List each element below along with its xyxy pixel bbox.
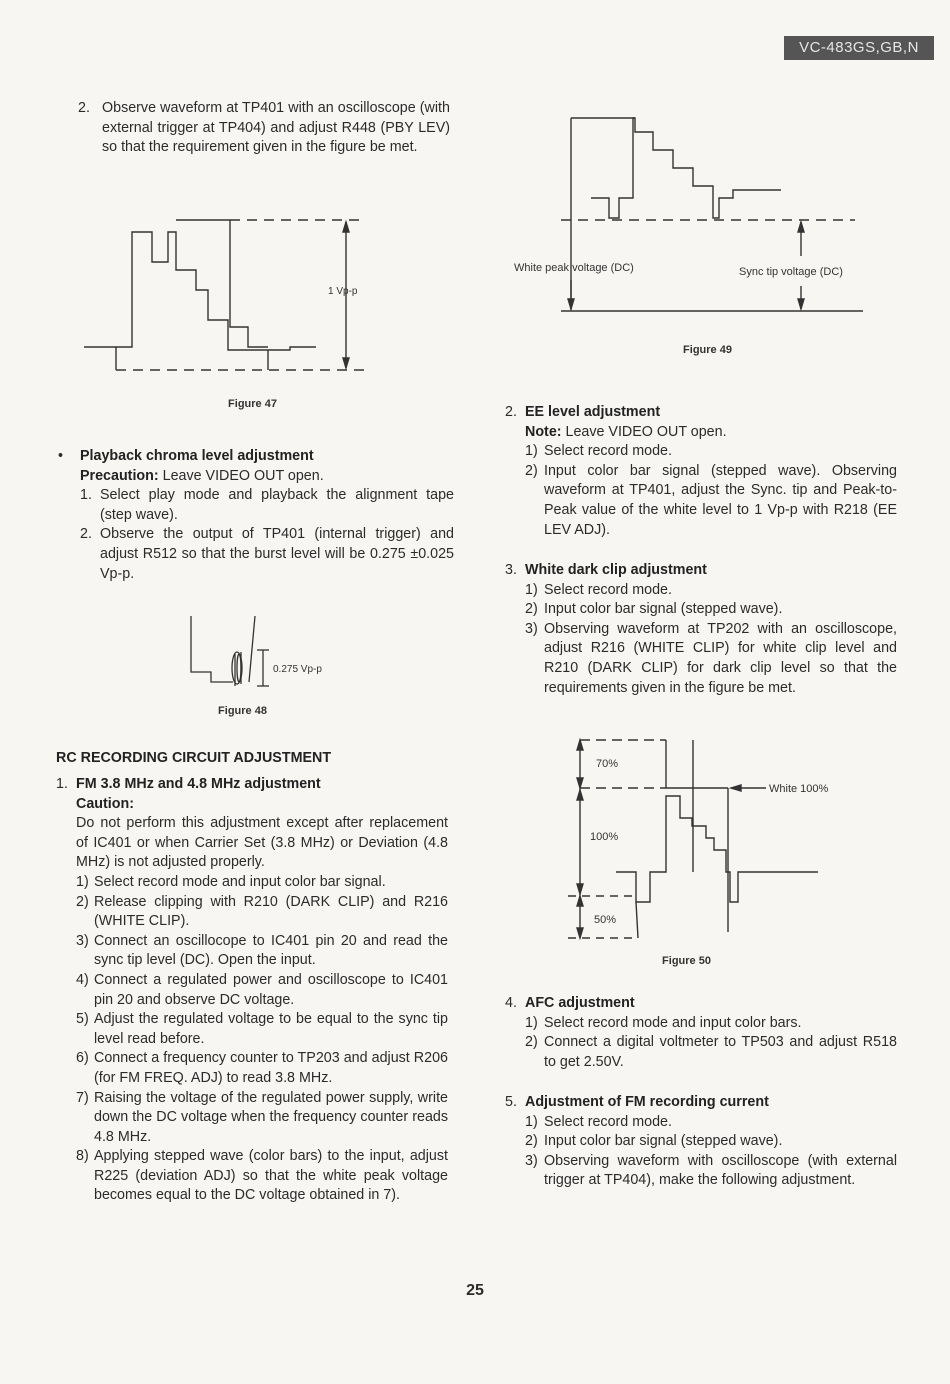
wdc-step: [525, 620, 897, 698]
figure-50-caption: Figure 50: [662, 955, 711, 967]
fm-step: [76, 1010, 448, 1049]
chroma-section: [58, 447, 454, 584]
fm-step: [76, 873, 448, 893]
note-text: Leave VIDEO OUT open.: [561, 423, 727, 440]
fm-number: 1.: [56, 776, 68, 792]
figure-49-waveform: [505, 108, 875, 323]
figure-48-label: 0.275 Vp-p: [273, 664, 322, 675]
page-number: 25: [466, 1282, 484, 1299]
ee-section: [505, 403, 897, 540]
chroma-step: [80, 525, 454, 584]
fmrec-step-text: Observing waveform with oscilloscope (with external trigger at TP404), make the following adjustment.: [544, 1152, 897, 1189]
fm-step-text: Connect a frequency counter to TP203 and adjust R206 (for FM FREQ. ADJ) to read 3.8 MHz.: [94, 1050, 448, 1086]
wdc-step-text: Input color bar signal (stepped wave).: [544, 601, 783, 618]
ee-number: 2.: [505, 404, 517, 420]
caution-label: Caution:: [76, 795, 134, 812]
fm-step-number: 8): [76, 1148, 89, 1165]
fm-step: [76, 1049, 448, 1088]
afc-step-number: 1): [525, 1014, 538, 1031]
wdc-section: [505, 561, 897, 698]
fm-step: [76, 1147, 448, 1206]
wdc-step: [525, 581, 897, 601]
fmrec-step-number: 2): [525, 1133, 538, 1150]
afc-step-text: Connect a digital voltmeter to TP503 and adjust R518 to get 2.50V.: [544, 1034, 897, 1070]
fm-step-number: 4): [76, 971, 89, 988]
ee-step: [525, 462, 897, 540]
figure-47-waveform: [80, 210, 380, 380]
fig50-100-label: 100%: [590, 831, 619, 843]
fm-step-number: 7): [76, 1089, 89, 1106]
fm-step-text: Raising the voltage of the regulated power supply, write down the DC voltage when the frequency counter reads 4.8 MHz.: [94, 1089, 448, 1145]
fm-step-number: 5): [76, 1011, 89, 1028]
fmrec-step-number: 3): [525, 1152, 538, 1169]
chroma-step-number: 2.: [80, 526, 92, 543]
figure-47-label: 1 Vp-p: [328, 286, 358, 297]
ee-step-text: Select record mode.: [544, 443, 672, 460]
precaution-text: Leave VIDEO OUT open.: [158, 467, 324, 484]
fm-section: [56, 775, 448, 1206]
afc-step: [525, 1033, 897, 1072]
figure-47-caption: Figure 47: [228, 398, 277, 410]
fm-step-text: Adjust the regulated voltage to be equal to the sync tip level read before.: [94, 1011, 448, 1047]
chroma-bullet: •: [58, 448, 64, 464]
fm-step-number: 6): [76, 1050, 89, 1067]
fmrec-section: [505, 1093, 897, 1191]
wdc-step-text: Observing waveform at TP202 with an oscilloscope, adjust R216 (WHITE CLIP) for white clip level and R210 (DARK CLIP) for dark clip level so that the requirements given in the figure be met.: [544, 620, 897, 696]
fmrec-step-text: Select record mode.: [544, 1113, 672, 1130]
fm-step: [76, 932, 448, 971]
fmrec-step: [525, 1132, 897, 1152]
afc-section: [505, 994, 897, 1072]
ee-step-number: 1): [525, 443, 538, 460]
chroma-title: Playback chroma level adjustment: [80, 448, 314, 464]
afc-number: 4.: [505, 995, 517, 1011]
fmrec-step: [525, 1152, 897, 1191]
fm-step-text: Connect an oscillocope to IC401 pin 20 and read the sync tip level (DC). Open the input.: [94, 932, 448, 969]
ee-step-text: Input color bar signal (stepped wave). Observing waveform at TP401, adjust the Sync. tip and Peak-to-Peak value of the white level to 1 Vp-p with R218 (EE LEV ADJ).: [544, 462, 897, 538]
fmrec-title: Adjustment of FM recording current: [525, 1094, 769, 1110]
fm-title: FM 3.8 MHz and 4.8 MHz adjustment: [76, 776, 321, 792]
wdc-step: [525, 600, 897, 620]
fm-step-text: Release clipping with R210 (DARK CLIP) and R216 (WHITE CLIP).: [94, 893, 448, 930]
note-label: Note:: [525, 423, 562, 440]
ee-step-number: 2): [525, 462, 538, 479]
pby-step-text: Observe waveform at TP401 with an oscilloscope (with external trigger at TP404) and adjust R448 (PBY LEV) so that the requirement given in the figure be met.: [102, 100, 450, 156]
fm-step-number: 1): [76, 873, 89, 890]
wdc-number: 3.: [505, 562, 517, 578]
figure-48-caption: Figure 48: [218, 705, 267, 717]
fmrec-step-text: Input color bar signal (stepped wave).: [544, 1133, 783, 1150]
white-peak-label: White peak voltage (DC): [514, 262, 634, 274]
precaution-label: Precaution:: [80, 467, 159, 484]
fm-step-number: 3): [76, 932, 89, 949]
fmrec-number: 5.: [505, 1094, 517, 1110]
pby-step-number: 2.: [78, 100, 90, 116]
fig50-70-label: 70%: [596, 758, 619, 770]
figure-50-waveform: [560, 730, 860, 945]
fm-step-text: Connect a regulated power and oscilloscope to IC401 pin 20 and observe DC voltage.: [94, 971, 448, 1008]
sync-tip-label: Sync tip voltage (DC): [739, 266, 843, 278]
figure-49-caption: Figure 49: [683, 344, 732, 356]
fm-step: [76, 1089, 448, 1148]
fm-step-number: 2): [76, 893, 89, 910]
fm-step-text: Applying stepped wave (color bars) to the input, adjust R225 (deviation ADJ) so that the white peak voltage becomes equal to the DC voltage obtained in 7).: [94, 1148, 448, 1204]
fmrec-step-number: 1): [525, 1113, 538, 1130]
caution-text: Do not perform this adjustment except after replacement of IC401 or when Carrier Set (3.8 MHz) or Deviation (4.8 MHz) is not adjusted properly.: [76, 815, 448, 871]
wdc-step-number: 2): [525, 601, 538, 618]
figure-48-waveform: [185, 612, 345, 692]
wdc-step-text: Select record mode.: [544, 581, 672, 598]
ee-step: [525, 442, 897, 462]
afc-step: [525, 1014, 897, 1034]
model-badge: VC-483GS,GB,N: [784, 36, 934, 60]
fm-step: [76, 893, 448, 932]
fig50-white-label: White 100%: [769, 783, 829, 795]
pby-step: [78, 99, 450, 158]
afc-step-text: Select record mode and input color bars.: [544, 1014, 802, 1031]
fm-step: [76, 971, 448, 1010]
afc-step-number: 2): [525, 1034, 538, 1051]
fm-step-text: Select record mode and input color bar signal.: [94, 873, 386, 890]
chroma-step: [80, 486, 454, 525]
chroma-step-number: 1.: [80, 487, 92, 504]
chroma-step-text: Observe the output of TP401 (internal trigger) and adjust R512 so that the burst level will be 0.275 ±0.025 Vp-p.: [100, 526, 454, 582]
afc-title: AFC adjustment: [525, 995, 635, 1011]
wdc-step-number: 1): [525, 581, 538, 598]
wdc-title: White dark clip adjustment: [525, 562, 707, 578]
fmrec-step: [525, 1113, 897, 1133]
wdc-step-number: 3): [525, 620, 538, 637]
ee-title: EE level adjustment: [525, 404, 661, 420]
fig50-50-label: 50%: [594, 914, 617, 926]
rc-title: RC RECORDING CIRCUIT ADJUSTMENT: [56, 750, 332, 766]
chroma-step-text: Select play mode and playback the alignment tape (step wave).: [100, 487, 454, 523]
